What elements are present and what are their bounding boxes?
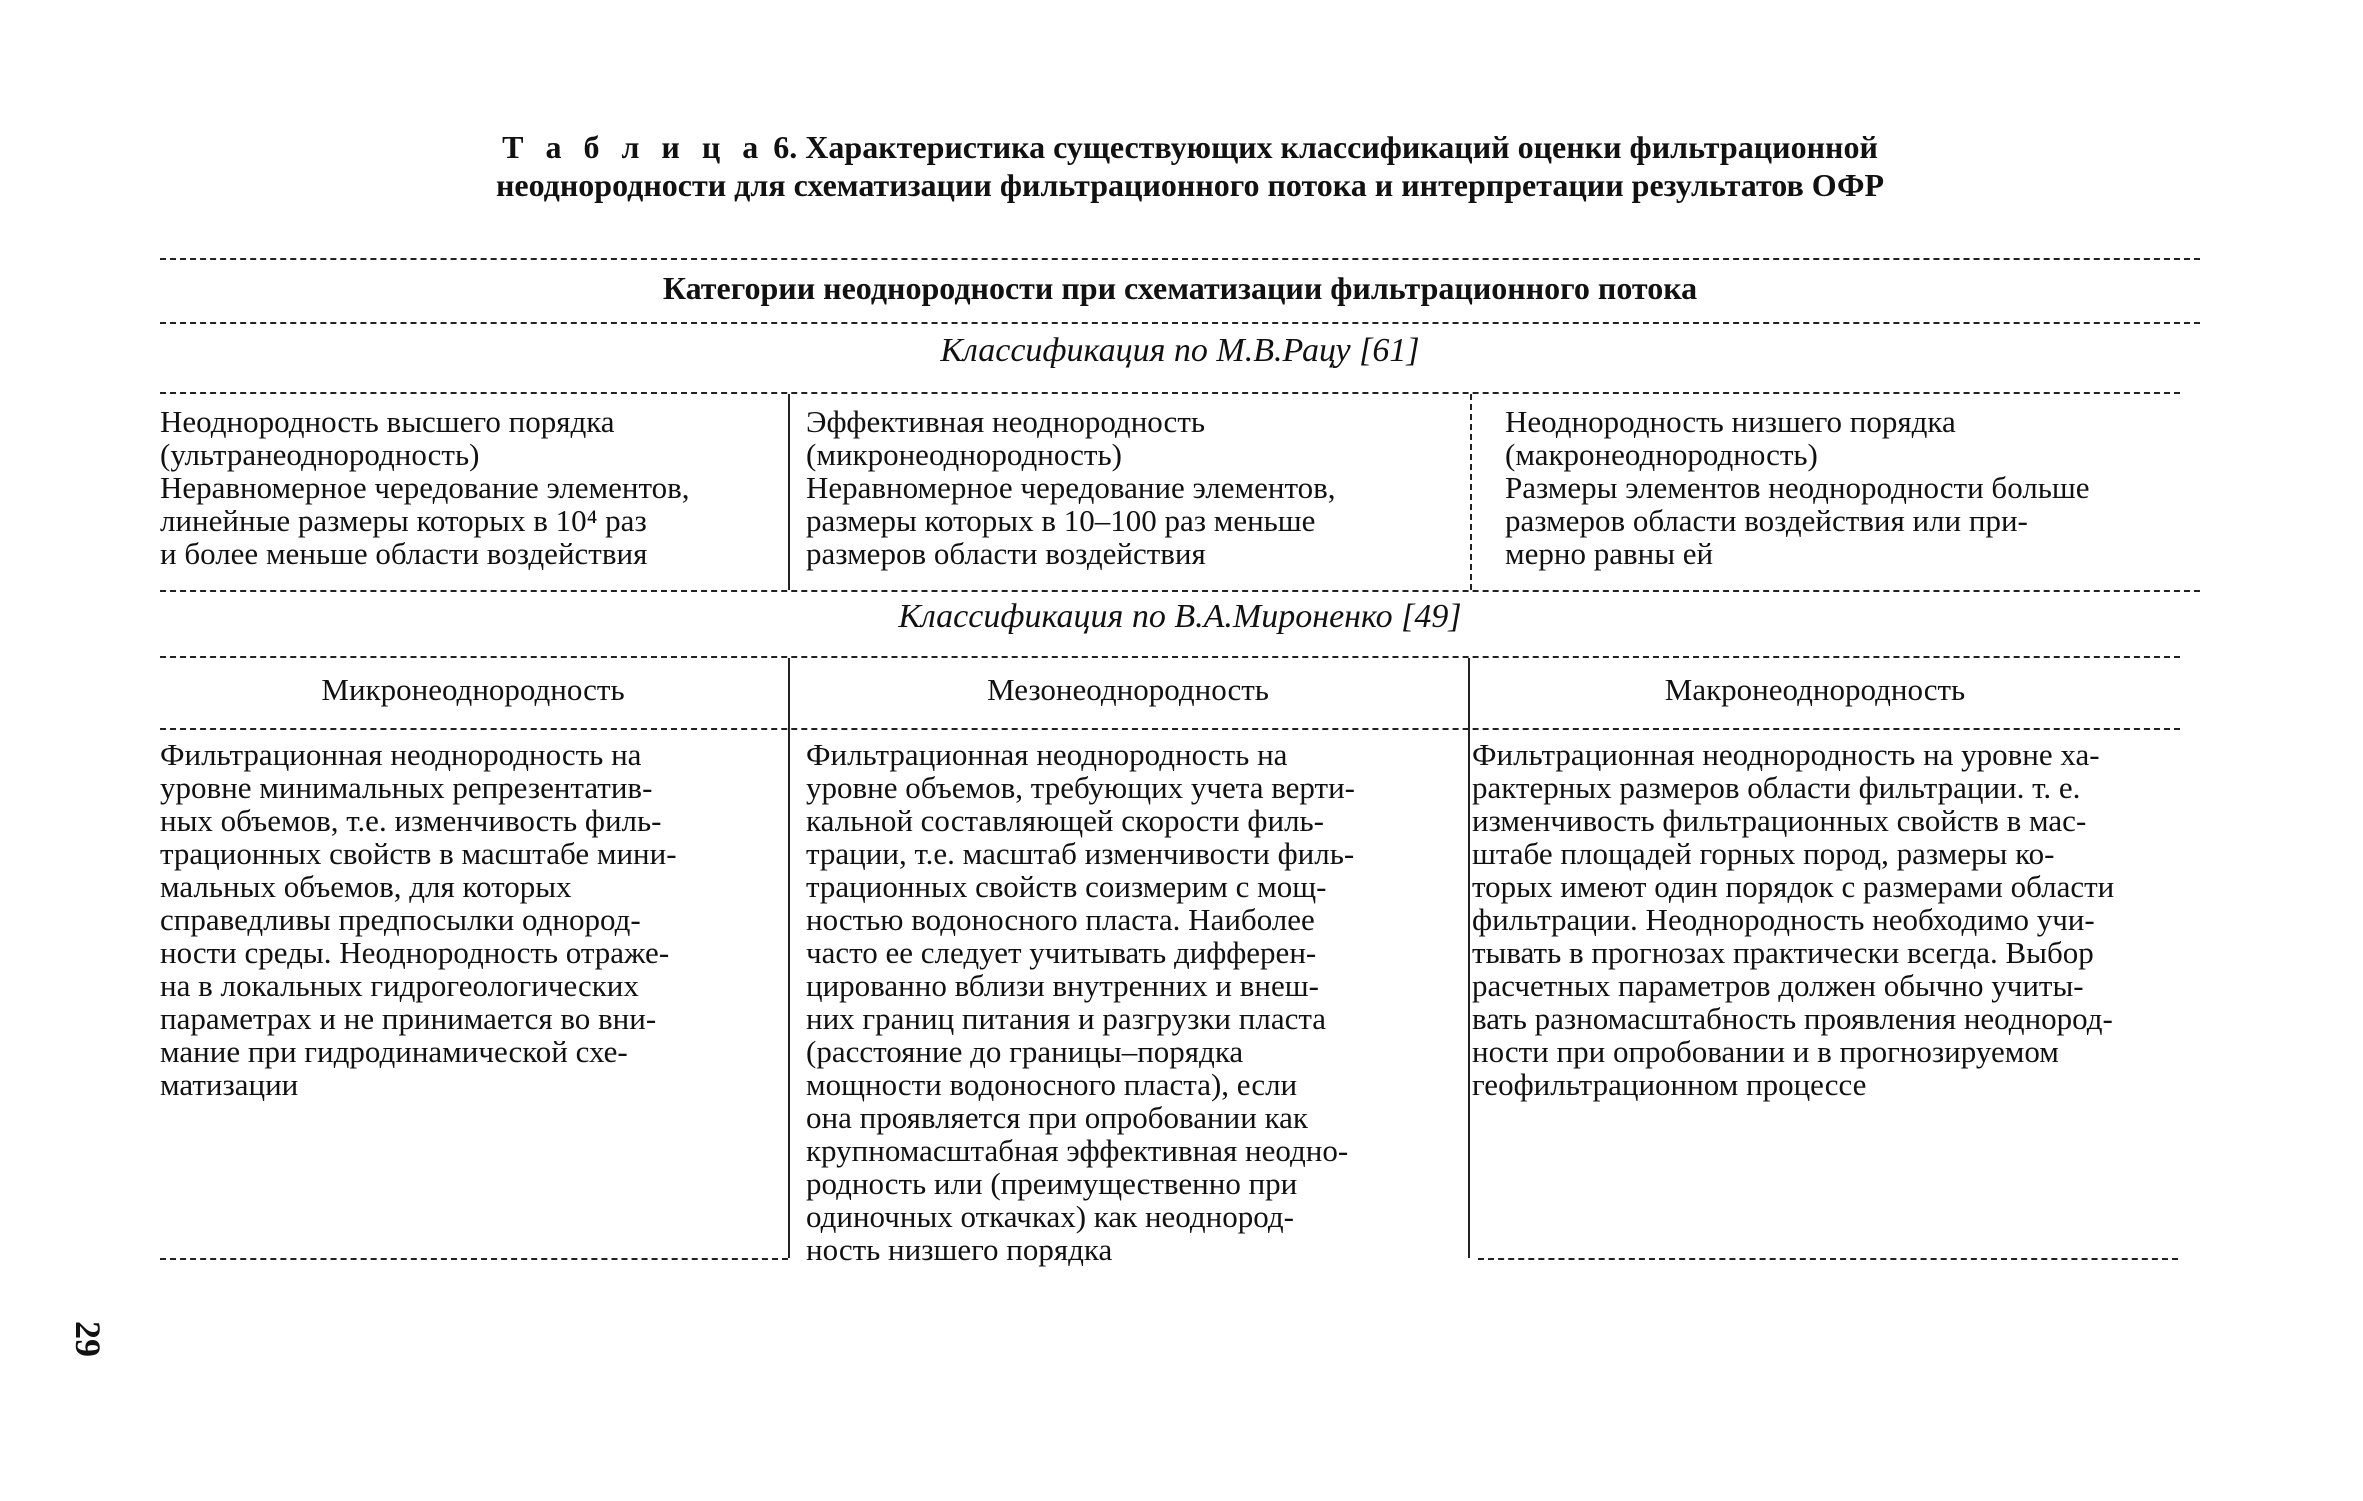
column-header-meso: Мезонеоднородность: [987, 672, 1269, 707]
column-header-micro: Микронеоднородность: [321, 672, 625, 707]
table-caption: [300, 128, 2080, 204]
classification2-cell-macro: Фильтрационная неоднородность на уровне ха- рактерных размеров области фильтрации. т. е. изменчивость фильтрационных свойств в мас- штабе площадей горных пород, размеры ко- торых имеют один порядок с размерами области фильтрации. Неоднородность необходимо учи- тывать в прогнозах практически всегда. Выбор расчетных параметров должен обычно учиты- вать разномасштабность проявления неоднород- ности при опробовании и в прогнозируемом геофильтрационном процессе: [1472, 737, 2115, 1102]
classification2-divider-2: [1468, 658, 1470, 1258]
classification1-cell-lower-order: Неоднородность низшего порядка (макронеоднородность) Размеры элементов неоднородности больше размеров области воздействия или при- мерно равны ей: [1505, 404, 2090, 571]
table-main-heading: Категории неоднородности при схематизации фильтрационного потока: [662, 270, 1698, 306]
classification2-title: Классификация по В.А.Мироненко [49]: [898, 598, 1462, 635]
caption-line-1: [300, 128, 2080, 166]
rule-under-classification1-title: [160, 392, 2180, 394]
rule-under-classification2-title: [160, 656, 2180, 658]
bottom-rule-left: [160, 1258, 788, 1260]
classification1-divider-2: [1470, 394, 1472, 590]
page-number: 29: [68, 1321, 108, 1357]
table-top-rule: [160, 258, 2200, 260]
classification2-divider-1: [788, 658, 790, 1258]
caption-line1-text: 6. Характеристика существующих классификаций оценки фильтрационной: [765, 129, 1878, 165]
classification1-cell-higher-order: Неоднородность высшего порядка (ультранеоднородность) Неравномерное чередование элементов, линейные размеры которых в 10⁴ раз и более меньше области воздействия: [160, 404, 690, 571]
classification2-cell-micro: Фильтрационная неоднородность на уровне минимальных репрезентатив- ных объемов, т.е. изменчивость филь- трационных свойств в масштабе мини- мальных объемов, для которых справедливы предпосылки однород- ности среды. Неоднородность отраже- на в локальных гидрогеологических параметрах и не принимается во вни- мание при гидродинамической схе- матизации: [160, 737, 677, 1102]
classification1-title: Классификация по М.В.Рацу [61]: [940, 332, 1420, 369]
rule-under-column-headers: [160, 728, 2180, 730]
bottom-rule-right: [1478, 1258, 2178, 1260]
rule-under-classification1: [160, 590, 2200, 592]
caption-line-2: неоднородности для схематизации фильтрационного потока и интерпретации результатов ОФР: [495, 167, 1885, 203]
classification1-divider-1: [788, 394, 790, 590]
column-header-macro: Макронеоднородность: [1664, 672, 1966, 707]
classification2-cell-meso: Фильтрационная неоднородность на уровне объемов, требующих учета верти- кальной составляющей скорости филь- трации, т.е. масштаб изменчивости филь- трационных свойств соизмерим с мощ- ностью водоносного пласта. Наиболее часто ее следует учитывать дифферен- цированно вблизи внутренних и внеш- них границ питания и разгрузки пласта (расстояние до границы–порядка мощности водоносного пласта), если она проявляется при опробовании как крупномасштабная эффективная неодно- родность или (преимущественно при одиночных откачках) как неоднород- ность низшего порядка: [806, 737, 1355, 1267]
rule-under-main-heading: [160, 322, 2200, 324]
caption-label: Т а б л и ц а: [502, 129, 766, 165]
classification1-cell-effective: Эффективная неоднородность (микронеоднородность) Неравномерное чередование элементов, размеры которых в 10–100 раз меньше размеров области воздействия: [806, 404, 1336, 571]
